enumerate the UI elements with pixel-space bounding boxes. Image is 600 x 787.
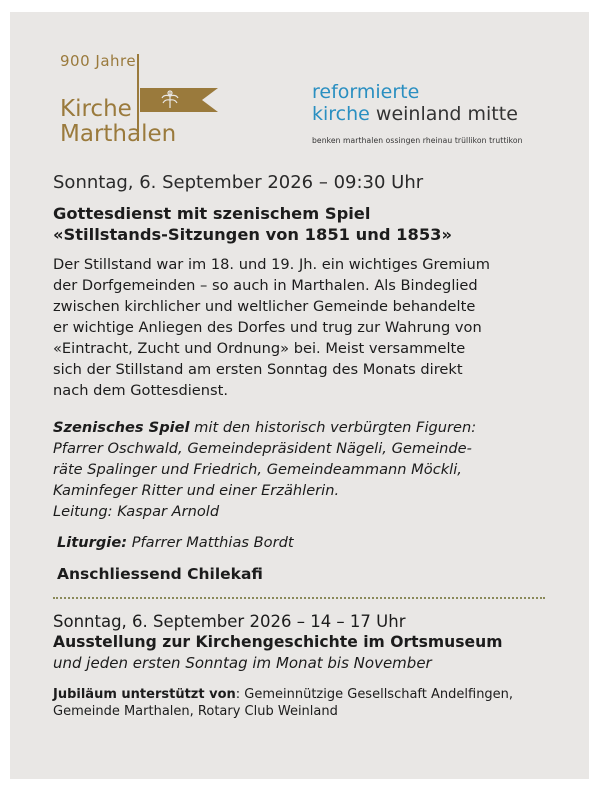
- description-line: der Dorfgemeinden – so auch in Marthalen. Als Bindeglied: [53, 277, 478, 294]
- logo-ref-kirche: kirche: [312, 102, 370, 125]
- flyer-content: [53, 172, 573, 720]
- play-text: mit den historisch verbürgten Figuren:: [189, 419, 477, 436]
- logo-reformierte-kirche: [312, 82, 572, 145]
- event2-title: Ausstellung zur Kirchengeschichte im Ortsmuseum: [53, 633, 503, 651]
- sponsor-line: Gemeinde Marthalen, Rotary Club Weinland: [53, 704, 338, 719]
- description-line: «Eintracht, Zucht und Ordnung» bei. Meist versammelte: [53, 340, 466, 357]
- play-label: Szenisches Spiel: [53, 419, 190, 436]
- liturgy-line: [57, 534, 573, 551]
- sponsor-text: : Gemeinnützige Gesellschaft Andelfingen,: [235, 687, 514, 702]
- event1-datetime: Sonntag, 6. September 2026 – 09:30 Uhr: [53, 172, 424, 193]
- logo-parishes: benken marthalen ossingen rheinau trüllikon truttikon: [312, 135, 523, 145]
- event2-subtitle: und jeden ersten Sonntag im Monat bis November: [53, 654, 432, 672]
- play-section: [53, 417, 573, 522]
- logo-ref-line1: reformierte: [312, 81, 420, 103]
- logo-ref-weinland: weinland mitte: [375, 102, 518, 125]
- description-line: zwischen kirchlicher und weltlicher Gemeinde behandelte: [53, 298, 476, 315]
- dotted-divider: [53, 597, 545, 599]
- sponsor-label: Jubiläum unterstützt von: [53, 687, 236, 702]
- afterwards-note: Anschliessend Chilekafi: [57, 565, 263, 583]
- description-line: nach dem Gottesdienst.: [53, 382, 228, 399]
- event1-title-line: Gottesdienst mit szenischem Spiel: [53, 204, 371, 223]
- sponsor-line: [53, 686, 573, 703]
- logo-word-marthalen: Marthalen: [60, 121, 177, 147]
- event2-datetime: Sonntag, 6. September 2026 – 14 – 17 Uhr: [53, 612, 406, 631]
- description-line: Der Stillstand war im 18. und 19. Jh. ein wichtiges Gremium: [53, 256, 490, 273]
- sponsors: [53, 686, 573, 720]
- flyer-card: [10, 12, 589, 779]
- play-line: Pfarrer Oschwald, Gemeindepräsident Nägeli, Gemeinde-: [53, 440, 472, 457]
- description-line: sich der Stillstand am ersten Sonntag des Monats direkt: [53, 361, 463, 378]
- event1-title-line: «Stillstands-Sitzungen von 1851 und 1853»: [53, 225, 453, 244]
- play-director: Leitung: Kaspar Arnold: [53, 503, 220, 520]
- play-line: Kaminfeger Ritter und einer Erzählerin.: [53, 482, 340, 499]
- liturgy-label: Liturgie:: [57, 534, 128, 551]
- logo-ref-line2: [312, 104, 572, 126]
- logo-years: 900 Jahre: [60, 52, 137, 70]
- liturgy-value: Pfarrer Matthias Bordt: [127, 534, 294, 551]
- event1-description: [53, 254, 573, 401]
- flag-icon: [140, 84, 220, 116]
- description-line: er wichtige Anliegen des Dorfes und trug zur Wahrung von: [53, 319, 482, 336]
- logo-900-jahre-kirche-marthalen: [60, 52, 230, 152]
- play-line: räte Spalinger und Friedrich, Gemeindeammann Möckli,: [53, 461, 462, 478]
- play-line: [53, 417, 573, 438]
- logo-word-kirche: Kirche: [60, 96, 132, 122]
